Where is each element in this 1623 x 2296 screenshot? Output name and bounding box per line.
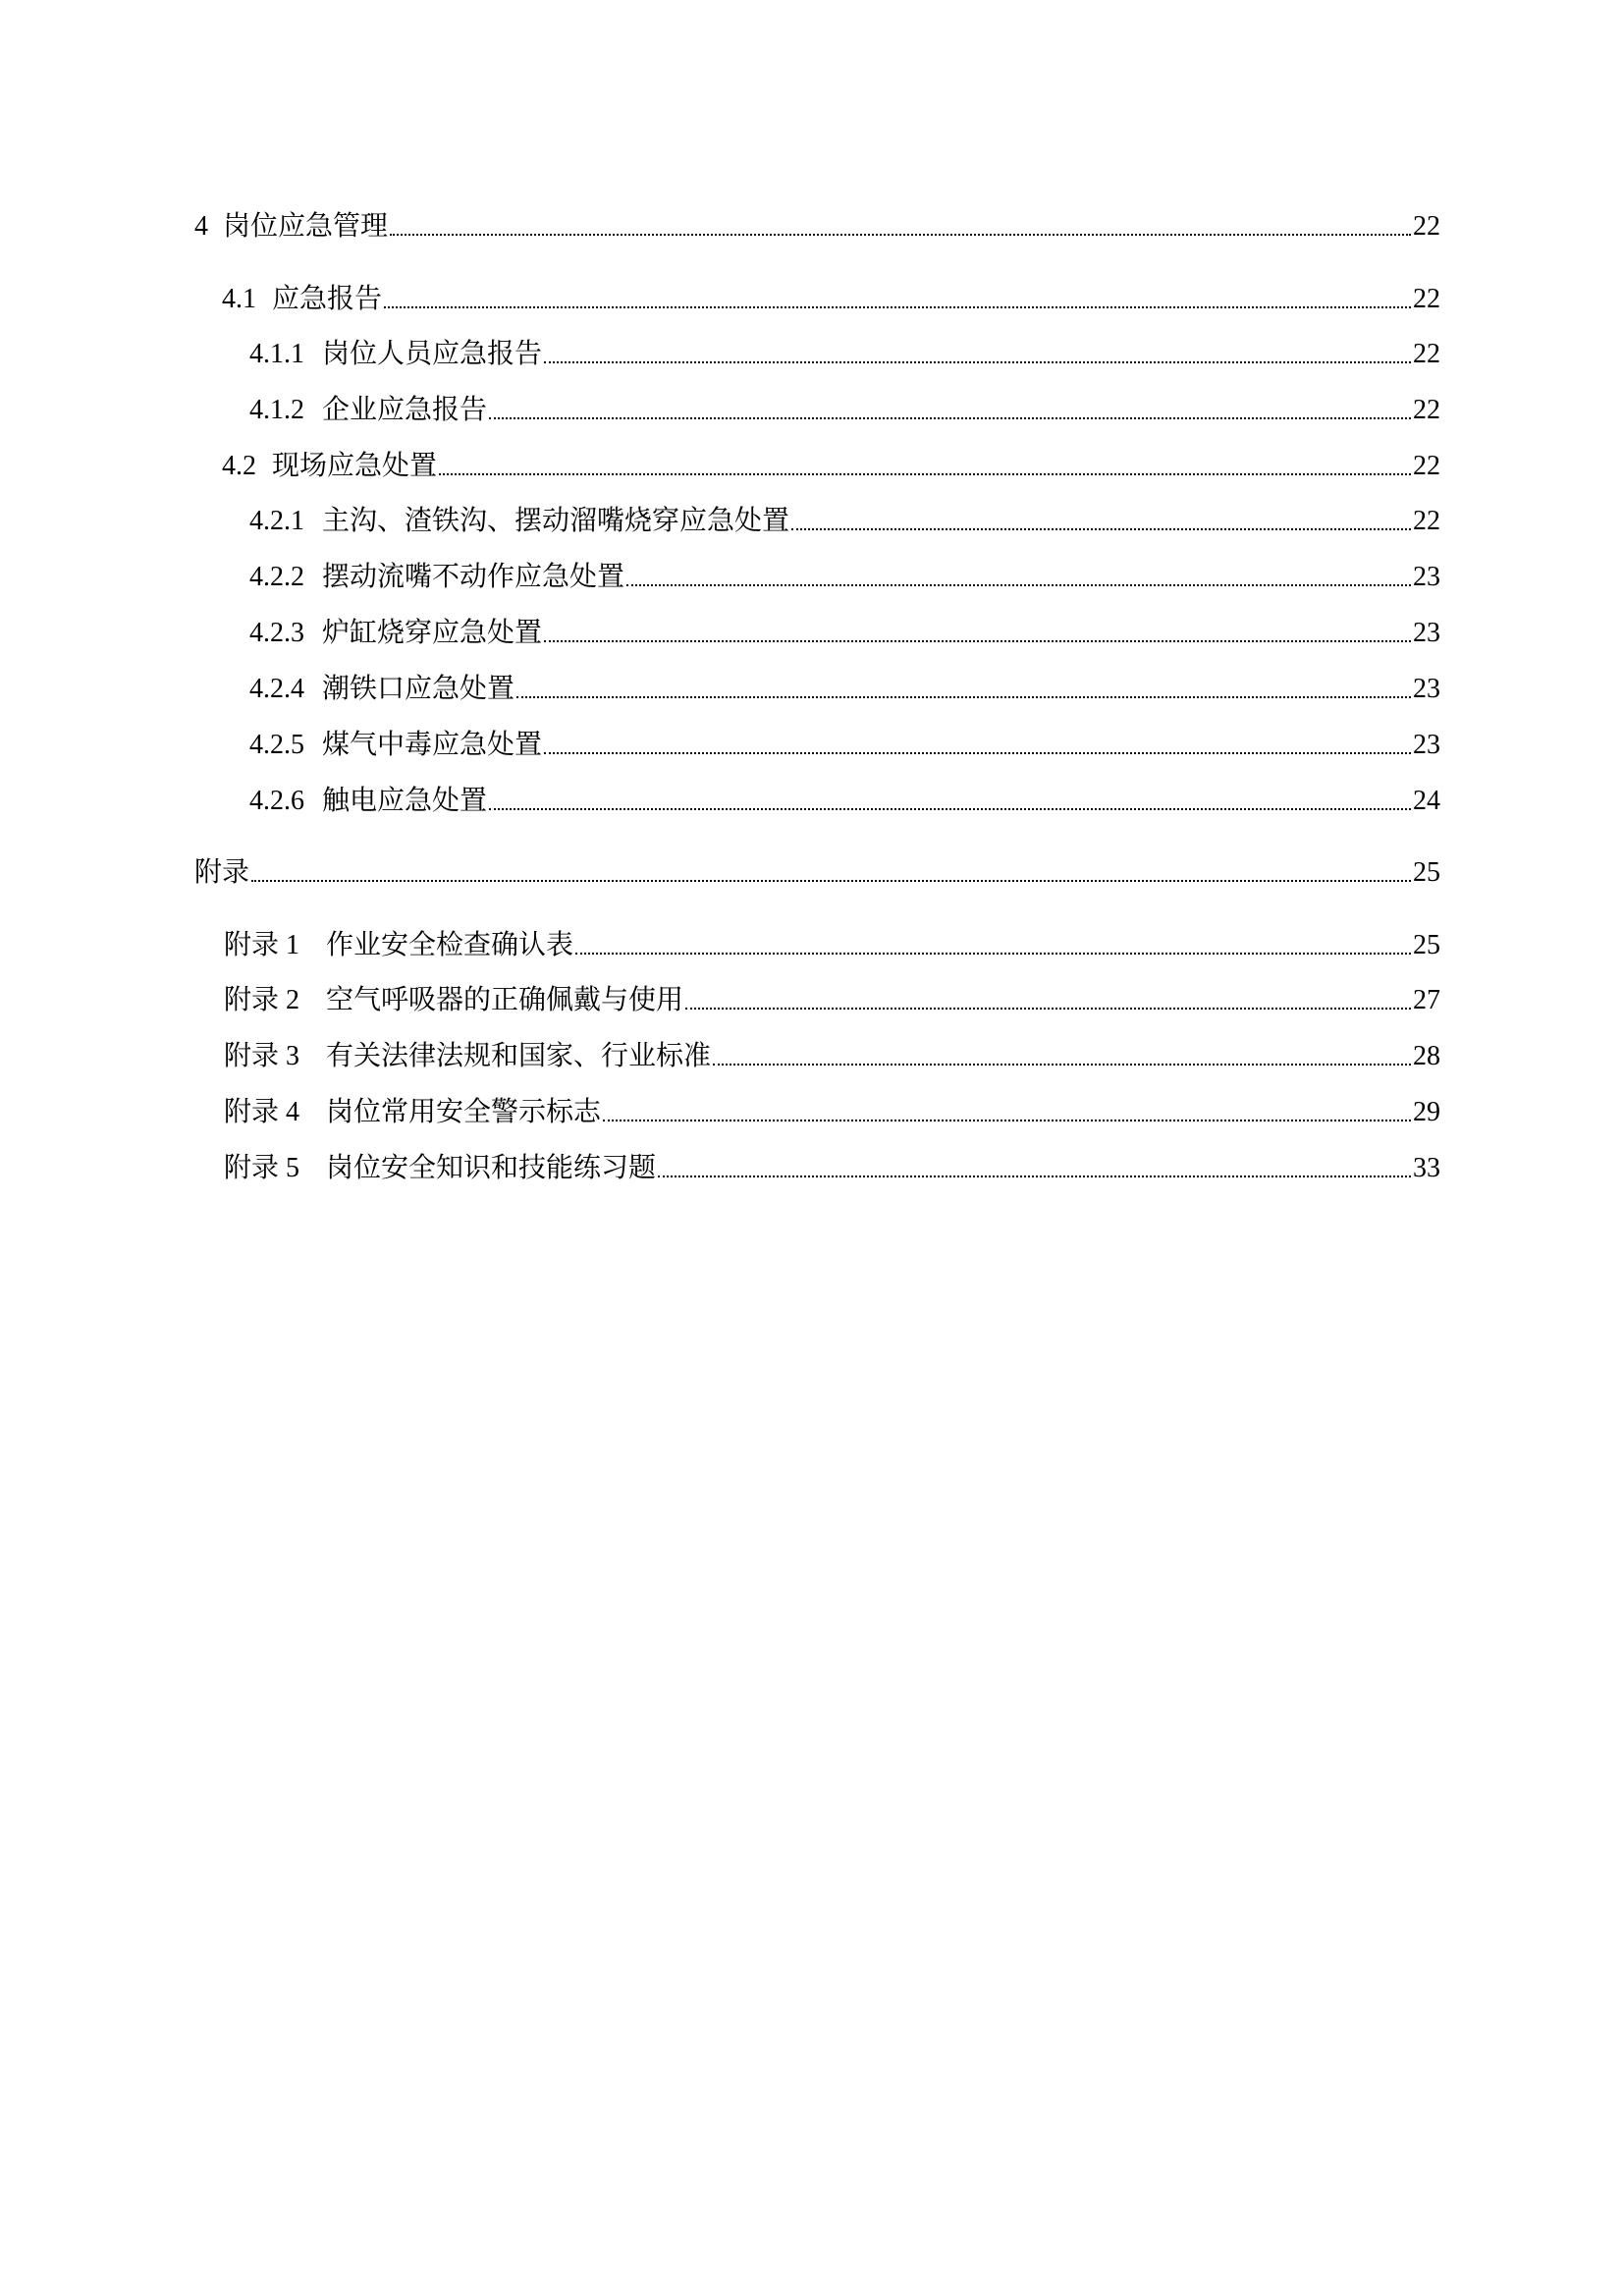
dot-leader (544, 361, 1411, 363)
toc-entry-4-2-6[interactable] (249, 779, 1440, 818)
dot-leader (685, 1008, 1411, 1010)
toc-entry-page: 22 (1413, 451, 1440, 481)
toc-entry-page: 23 (1413, 562, 1440, 592)
toc-entry-title: 潮铁口应急处置 (322, 674, 515, 704)
toc-entry-4-1-2[interactable] (249, 388, 1440, 427)
toc-entry-appendix[interactable] (194, 850, 1440, 890)
toc-entry-number: 4.2.2 (249, 562, 304, 592)
dot-leader (251, 880, 1411, 882)
toc-entry-number: 4.2.1 (249, 506, 304, 536)
toc-entry-appendix-3[interactable] (224, 1034, 1440, 1073)
toc-entry-4-2-4[interactable] (249, 667, 1440, 706)
toc-entry-number: 4.2.3 (249, 618, 304, 648)
toc-entry-number: 附录 2 (224, 985, 300, 1015)
toc-entry-4[interactable] (194, 204, 1440, 244)
toc-entry-appendix-5[interactable] (224, 1146, 1440, 1185)
dot-leader (658, 1175, 1411, 1177)
toc-entry-4-2-2[interactable] (249, 555, 1440, 594)
toc-entry-number: 附录 4 (224, 1097, 300, 1127)
toc-entry-title: 企业应急报告 (322, 395, 488, 425)
toc-entry-title: 空气呼吸器的正确佩戴与使用 (326, 985, 684, 1015)
toc-entry-page: 22 (1413, 339, 1440, 369)
toc-entry-title: 炉缸烧穿应急处置 (322, 618, 543, 648)
toc-entry-title: 岗位应急管理 (223, 211, 389, 242)
dot-leader (626, 584, 1411, 586)
dot-leader (516, 696, 1411, 698)
toc-entry-number: 4 (194, 211, 208, 242)
toc-entry-number: 4.1.1 (249, 339, 304, 369)
dot-leader (544, 640, 1411, 642)
toc-entry-title: 主沟、渣铁沟、摆动溜嘴烧穿应急处置 (322, 506, 790, 536)
toc-entry-page: 23 (1413, 730, 1440, 760)
toc-entry-number: 附录 1 (224, 930, 300, 960)
toc-entry-4-2-1[interactable] (249, 499, 1440, 538)
toc-entry-title: 煤气中毒应急处置 (322, 730, 543, 760)
toc-entry-page: 22 (1413, 506, 1440, 536)
toc-entry-appendix-4[interactable] (224, 1090, 1440, 1129)
toc-entry-number: 附录 3 (224, 1041, 300, 1071)
dot-leader (575, 953, 1411, 955)
dot-leader (384, 306, 1411, 308)
toc-entry-page: 23 (1413, 618, 1440, 648)
toc-entry-4-2-5[interactable] (249, 723, 1440, 762)
dot-leader (791, 528, 1411, 530)
toc-entry-title: 触电应急处置 (322, 786, 488, 816)
dot-leader (544, 752, 1411, 754)
toc-entry-page: 25 (1413, 857, 1440, 888)
toc-entry-number: 4.2.5 (249, 730, 304, 760)
toc-entry-page: 22 (1413, 395, 1440, 425)
dot-leader (713, 1064, 1411, 1066)
toc-entry-4-2[interactable] (222, 444, 1440, 483)
toc-entry-title: 应急报告 (272, 284, 383, 314)
toc-entry-appendix-1[interactable] (224, 923, 1440, 962)
toc-entry-4-2-3[interactable] (249, 611, 1440, 650)
toc-entry-title: 摆动流嘴不动作应急处置 (322, 562, 625, 592)
toc-entry-page: 24 (1413, 786, 1440, 816)
toc-entry-number: 4.2 (222, 451, 256, 481)
toc-entry-page: 22 (1413, 211, 1440, 242)
toc-entry-page: 28 (1413, 1041, 1440, 1071)
toc-entry-4-1[interactable] (222, 277, 1440, 316)
toc-entry-title: 现场应急处置 (272, 451, 438, 481)
toc-entry-page: 29 (1413, 1097, 1440, 1127)
toc-entry-page: 33 (1413, 1153, 1440, 1183)
toc-entry-page: 25 (1413, 930, 1440, 960)
toc-entry-page: 22 (1413, 284, 1440, 314)
toc-entry-page: 23 (1413, 674, 1440, 704)
toc-entry-number: 4.2.6 (249, 786, 304, 816)
toc-entry-title: 附录 (194, 857, 250, 888)
toc-entry-number: 4.2.4 (249, 674, 304, 704)
dot-leader (439, 473, 1411, 475)
dot-leader (603, 1120, 1411, 1121)
toc-entry-title: 作业安全检查确认表 (326, 930, 574, 960)
toc-entry-number: 附录 5 (224, 1153, 300, 1183)
toc-entry-number: 4.1 (222, 284, 256, 314)
toc-entry-title: 岗位常用安全警示标志 (326, 1097, 602, 1127)
toc-entry-title: 有关法律法规和国家、行业标准 (326, 1041, 712, 1071)
toc-entry-title: 岗位人员应急报告 (322, 339, 543, 369)
toc-entry-appendix-2[interactable] (224, 978, 1440, 1017)
dot-leader (390, 234, 1411, 236)
toc-entry-4-1-1[interactable] (249, 332, 1440, 371)
dot-leader (489, 417, 1411, 419)
toc-entry-number: 4.1.2 (249, 395, 304, 425)
toc-entry-page: 27 (1413, 985, 1440, 1015)
dot-leader (489, 808, 1411, 810)
toc-entry-title: 岗位安全知识和技能练习题 (326, 1153, 657, 1183)
